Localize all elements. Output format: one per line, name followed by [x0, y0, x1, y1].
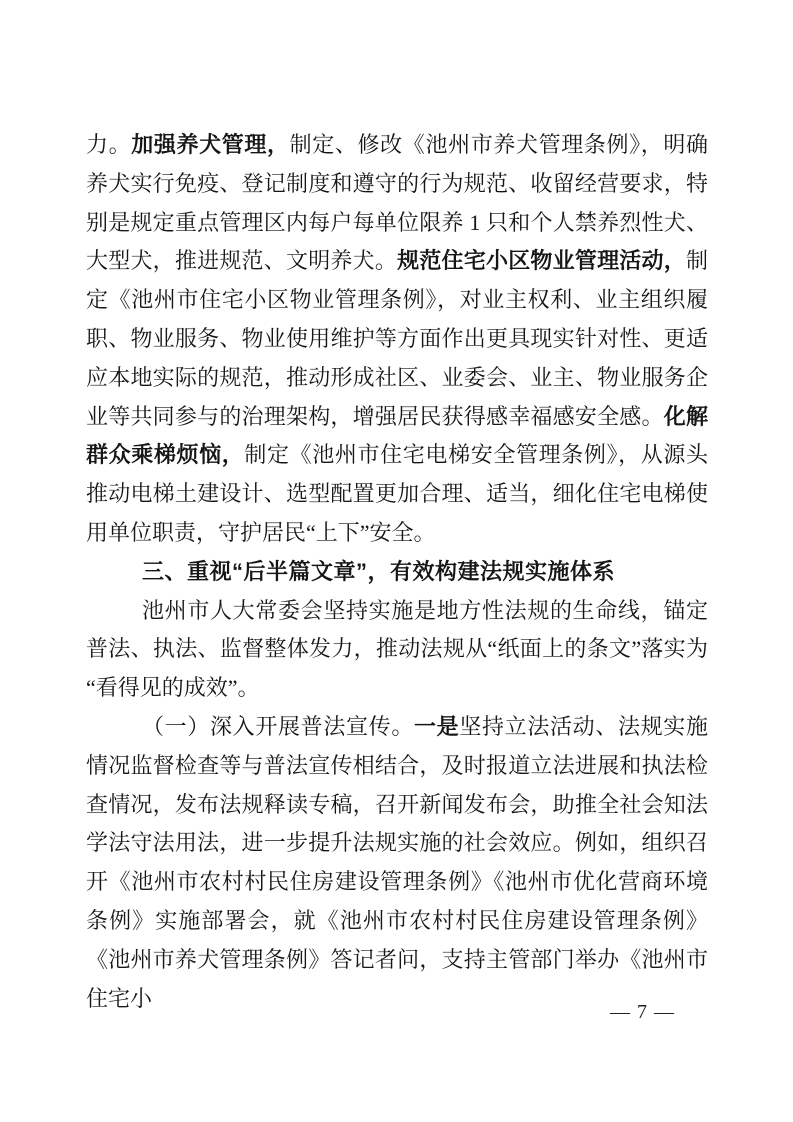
page-number: — 7 — — [610, 1001, 675, 1023]
paragraph-dog-management — [86, 126, 708, 553]
body-text: 制定《池州市住宅小区物业管理条例》，对业主权利、业主组织履职、物业服务、物业使用维护等方面作出更具现实针对性、更适应本地实际的规范，推动形成社区、业委会、业主、物业服务企业等共同参与的治理架构，增强居民获得感幸福感安全感。 — [86, 248, 708, 429]
emphasis-text: 一是 — [413, 713, 460, 739]
emphasis-text: 规范住宅小区物业管理活动， — [397, 248, 686, 274]
emphasis-text: 化解群众乘梯烦恼， — [86, 403, 708, 468]
emphasis-text: 加强养犬管理， — [131, 132, 290, 157]
paragraph-law-publicity — [86, 708, 708, 1018]
body-text: 力。 — [86, 132, 132, 157]
document-body — [86, 126, 708, 1018]
section-heading-three — [86, 553, 708, 592]
body-text: 制定、修改《池州市养犬管理条例》，明确养犬实行免疫、登记制度和遵守的行为规范、收留经营要求，特别是规定重点管理区内每户每单位限养 1 只和个人禁养烈性犬、大型犬，推进规范、文明养犬。 — [86, 132, 708, 274]
emphasis-text: 三、重视“后半篇文章”，有效构建法规实施体系 — [142, 558, 616, 584]
body-text: 制定《池州市住宅电梯安全管理条例》，从源头推动电梯土建设计、选型配置更加合理、适当，细化住宅电梯使用单位职责，守护居民“上下”安全。 — [86, 442, 708, 545]
paragraph-implementation-lifeline — [86, 592, 708, 708]
body-text: （一）深入开展普法宣传。 — [142, 713, 414, 739]
body-text: 坚持立法活动、法规实施情况监督检查等与普法宣传相结合，及时报道立法进展和执法检查情况，发布法规释读专稿，召开新闻发布会，助推全社会知法学法守法用法，进一步提升法规实施的社会效应。例如，组织召开《池州市农村村民住房建设管理条例》《池州市优化营商环境条例》实施部署会，就《池州市农村村民住房建设管理条例》《池州市养犬管理条例》答记者问，支持主管部门举办《池州市住宅小 — [86, 713, 708, 1011]
body-text: 池州市人大常委会坚持实施是地方性法规的生命线，锚定普法、执法、监督整体发力，推动法规从“纸面上的条文”落实为“看得见的成效”。 — [86, 597, 708, 701]
